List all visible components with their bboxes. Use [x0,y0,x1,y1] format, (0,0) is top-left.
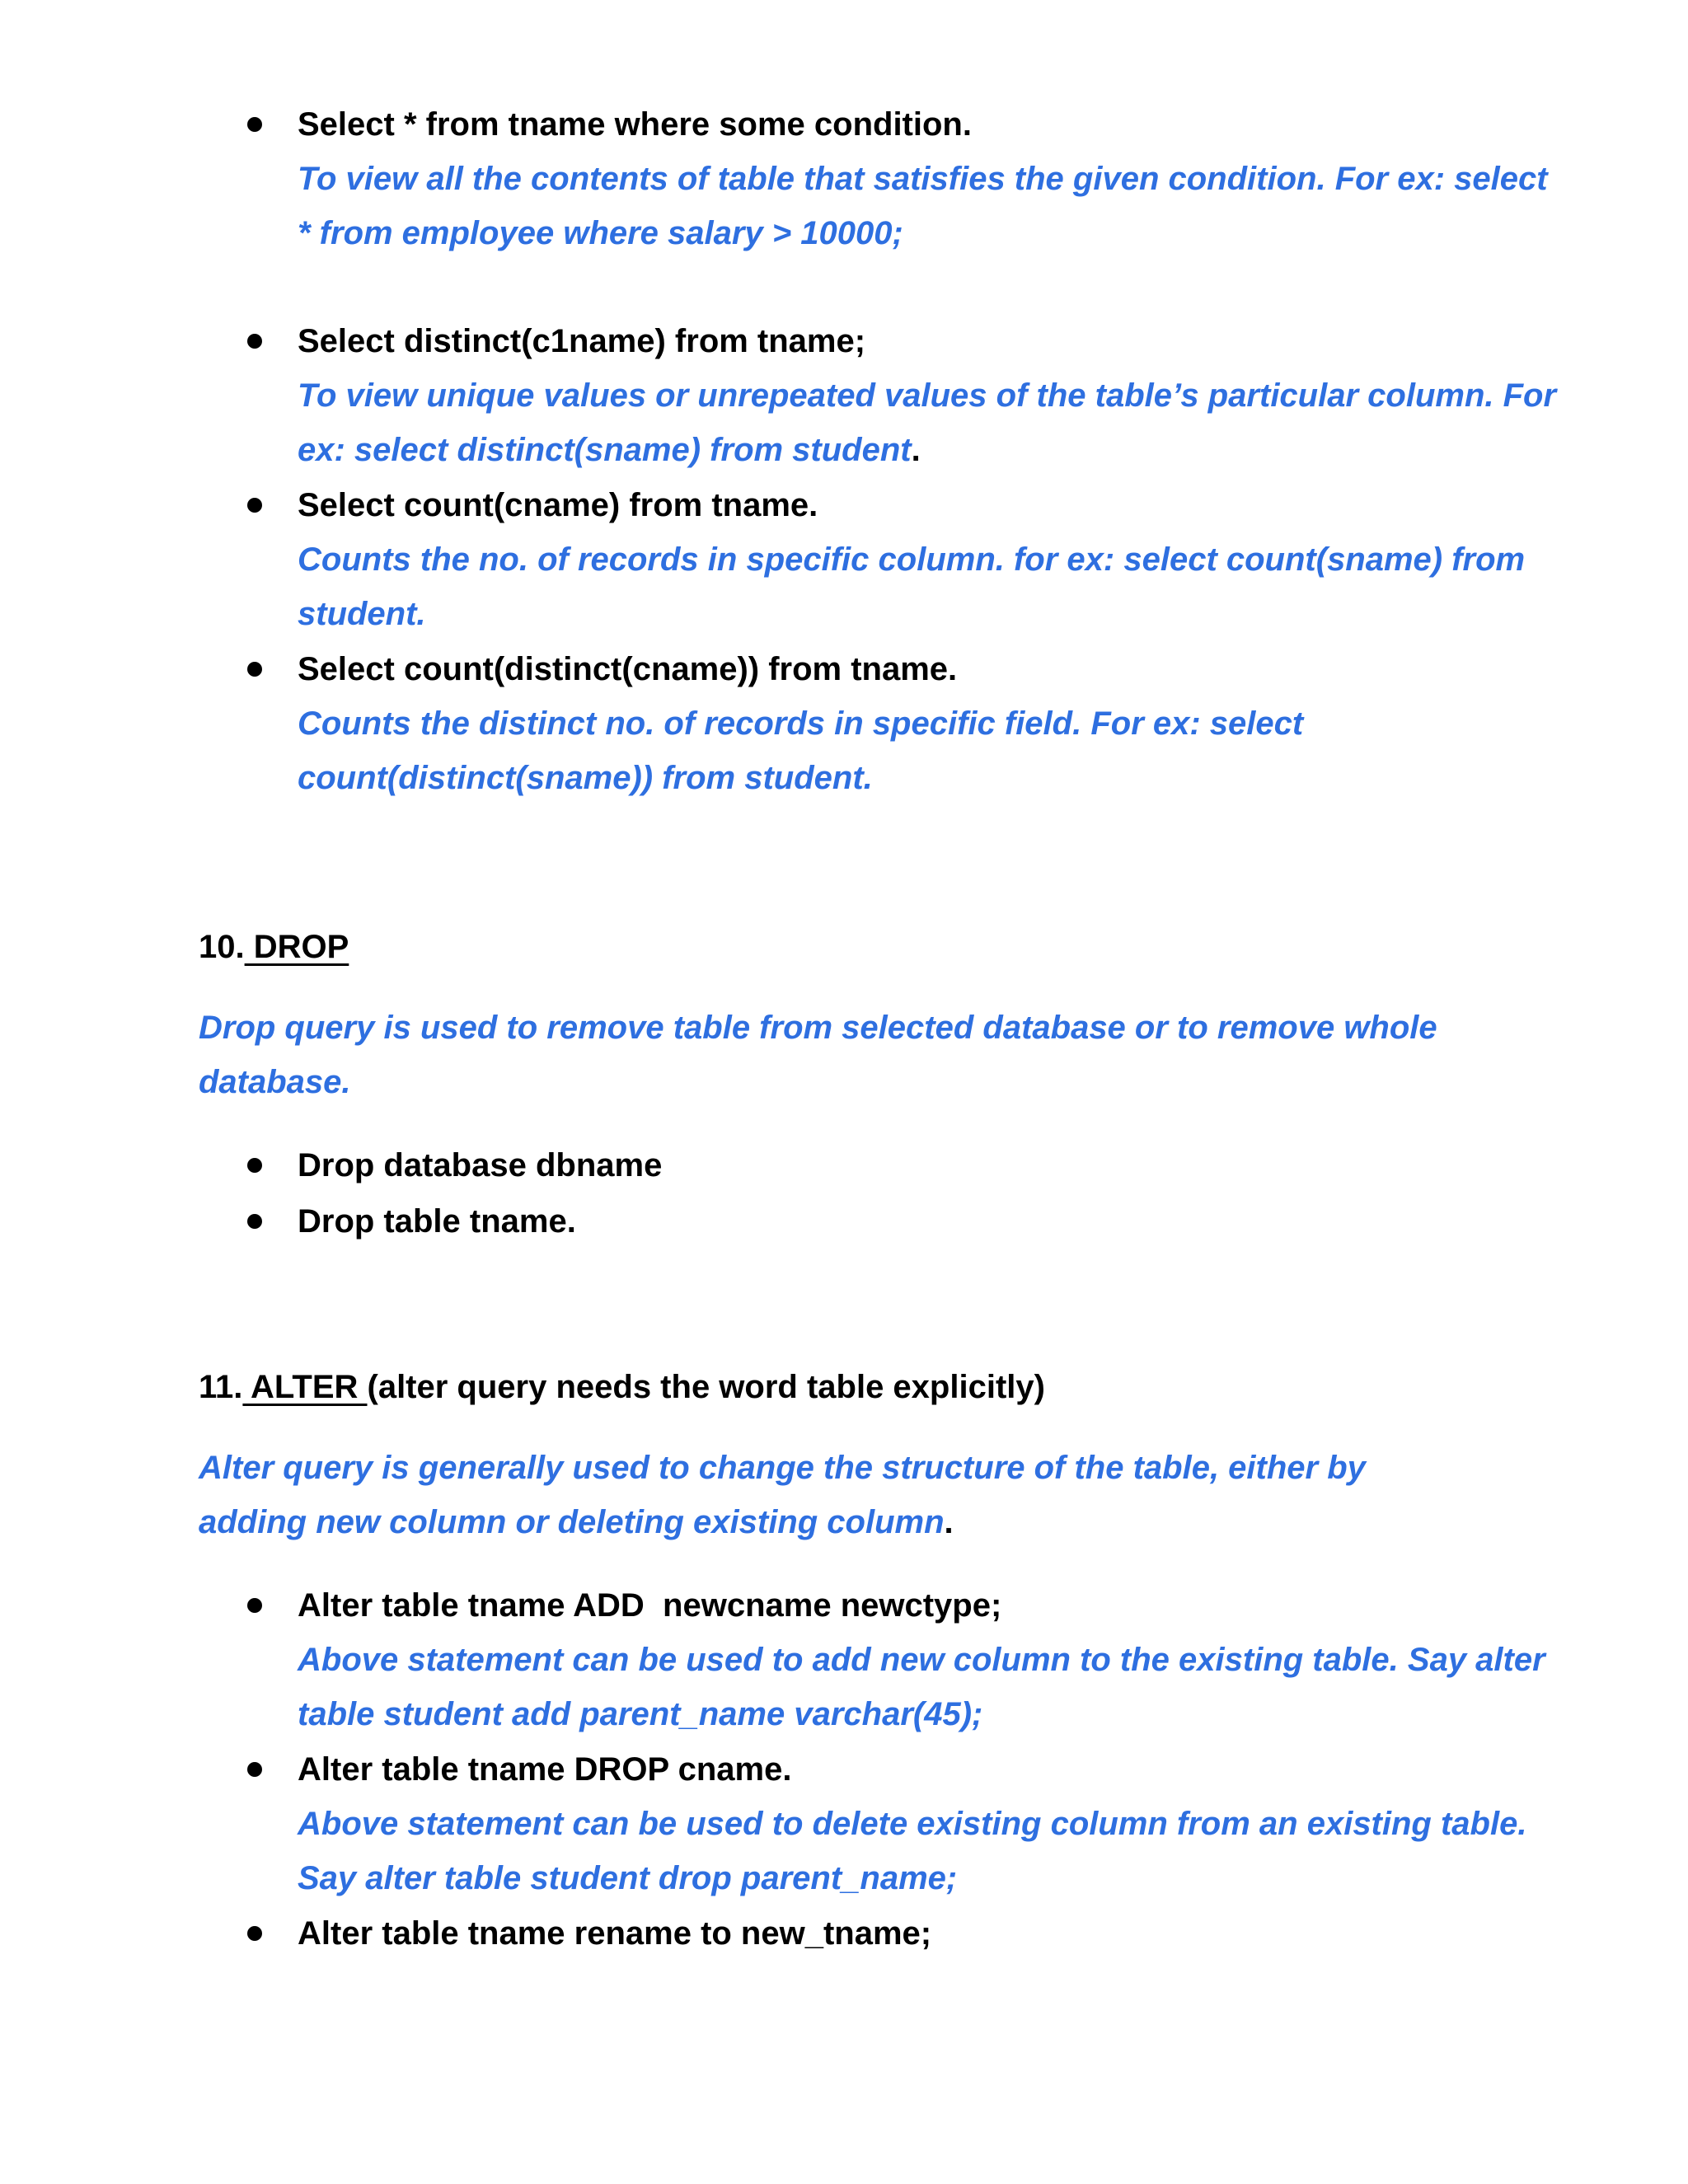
sql-command: Select count(cname) from tname. [298,487,818,523]
sql-command: Select distinct(c1name) from tname; [298,323,866,359]
bullet-icon [247,662,262,677]
section-note: (alter query needs the word table explicitly) [367,1369,1045,1405]
description-line: student. [298,596,426,632]
description-line: Drop query is used to remove table from selected database or to remove whole [199,1010,1437,1046]
section-title: ALTER [242,1369,368,1405]
bullet-icon [247,117,262,132]
sql-command: Alter table tname rename to new_tname; [298,1915,932,1952]
bullet-icon [247,1214,262,1229]
section-description [199,1441,1366,1549]
bullet-icon [247,1158,262,1173]
description-line: Above statement can be used to add new column to the existing table. Say alter [298,1642,1545,1678]
description-line: count(distinct(sname)) from student. [298,760,873,796]
description-text: ex: select distinct(sname) from student [298,432,912,468]
description-line: To view all the contents of table that satisfies the given condition. For ex: select [298,161,1548,197]
description-line [298,423,1556,477]
description-line: Above statement can be used to delete existing column from an existing table. [298,1806,1527,1842]
description-line: Counts the distinct no. of records in specific field. For ex: select [298,705,1304,742]
description-line: * from employee where salary > 10000; [298,215,903,251]
bullet-icon [247,1598,262,1613]
description-line: Alter query is generally used to change the structure of the table, either by [199,1450,1366,1486]
trailing-period: . [944,1504,954,1540]
sql-command: Drop database dbname [298,1147,663,1183]
description-text: adding new column or deleting existing column [199,1504,945,1540]
description-line [199,1495,1366,1549]
trailing-period: . [911,432,921,468]
section-heading-alter [199,1360,1045,1414]
description-line: table student add parent_name varchar(45); [298,1696,983,1732]
section-number: 10. [199,929,245,965]
section-number: 11. [199,1369,243,1405]
description-line: Say alter table student drop parent_name; [298,1860,958,1896]
description-line: To view unique values or unrepeated values of the table’s particular column. For [298,377,1557,414]
sql-command: Alter table tname ADD newcname newctype; [298,1587,1002,1624]
bullet-icon [247,334,262,349]
section-heading-drop [199,920,349,974]
description-line: database. [199,1064,351,1100]
description-line: Counts the no. of records in specific column. for ex: select count(sname) from [298,541,1526,578]
sql-command: Select * from tname where some condition. [298,106,972,143]
sql-command: Drop table tname. [298,1203,576,1240]
sql-command: Select count(distinct(cname)) from tname. [298,651,958,687]
bullet-icon [247,1926,262,1941]
section-title: DROP [244,929,349,965]
bullet-icon [247,498,262,513]
sql-command: Alter table tname DROP cname. [298,1751,792,1788]
section-description [199,1001,1437,1109]
bullet-icon [247,1762,262,1777]
